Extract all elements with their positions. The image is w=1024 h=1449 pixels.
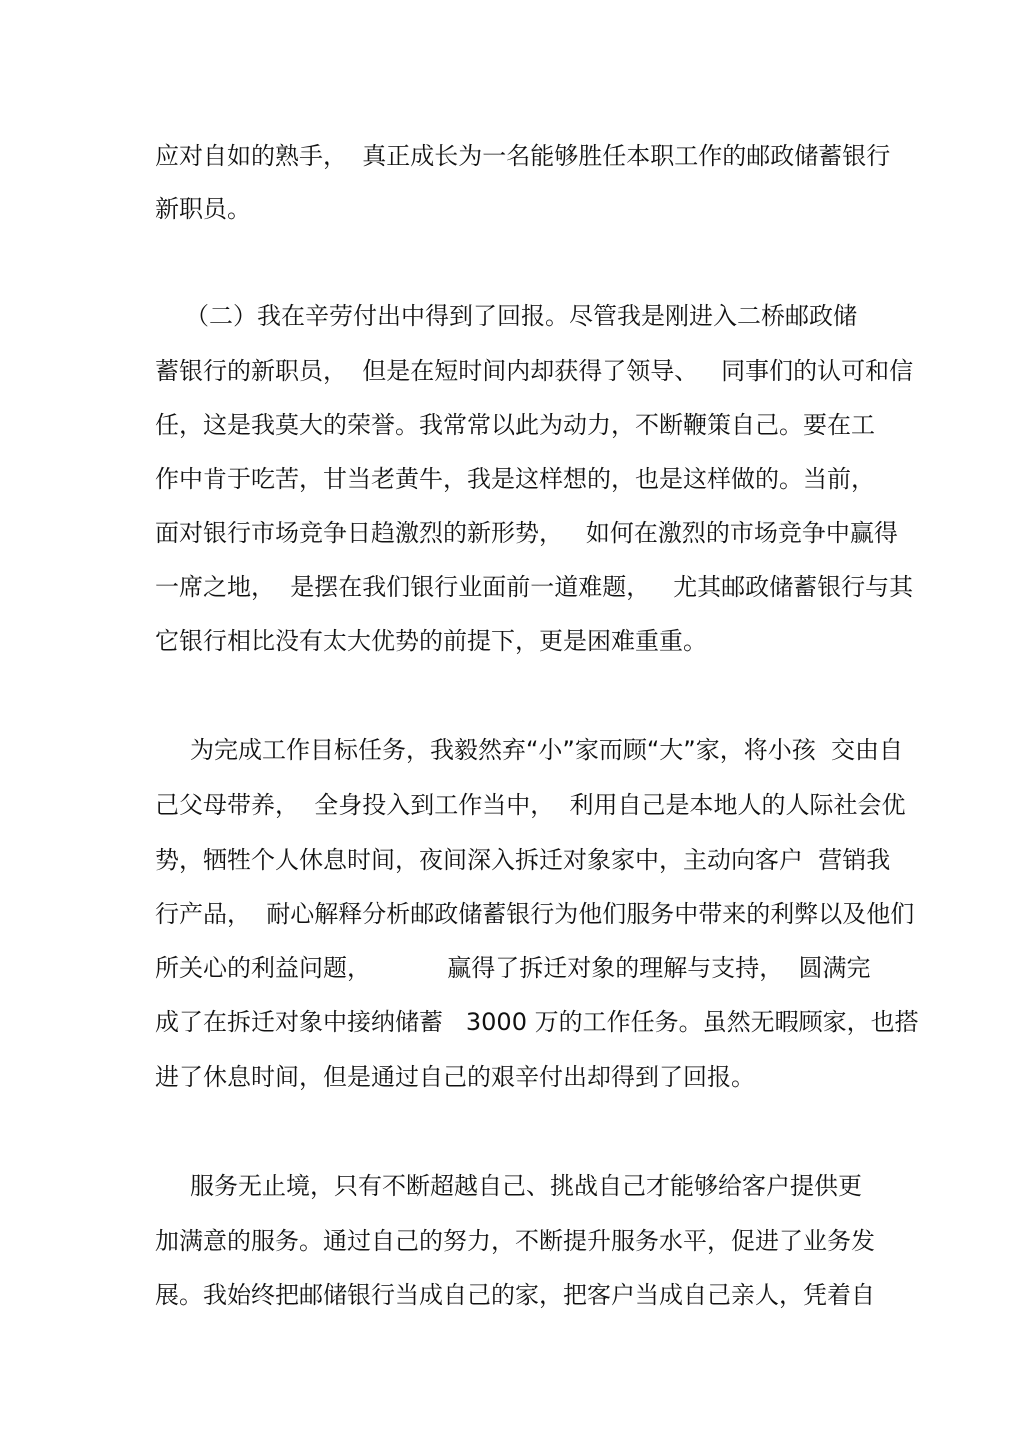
- text-line-16: 进了休息时间，但是通过自己的艰辛付出却得到了回报。: [155, 1063, 755, 1091]
- text-line-4: 蓄银行的新职员， 但是在短时间内却获得了领导、 同事们的认可和信: [155, 357, 914, 385]
- text-line-12: 势，牺牲个人休息时间，夜间深入拆迁对象家中，主动向客户 营销我: [155, 846, 891, 874]
- text-line-1: 应对自如的熟手， 真正成长为一名能够胜任本职工作的邮政储蓄银行: [155, 142, 891, 170]
- text-line-11: 己父母带养， 全身投入到工作当中， 利用自己是本地人的人际社会优: [155, 791, 906, 819]
- text-line-14: 所关心的利益问题， 赢得了拆迁对象的理解与支持， 圆满完: [155, 954, 871, 982]
- text-line-8: 一席之地， 是摆在我们银行业面前一道难题， 尤其邮政储蓄银行与其: [155, 573, 914, 601]
- text-line-6: 作中肯于吃苦，甘当老黄牛，我是这样想的，也是这样做的。当前，: [155, 465, 875, 493]
- text-line-19: 展。我始终把邮储银行当成自己的家，把客户当成自己亲人，凭着自: [155, 1281, 875, 1309]
- text-line-10: 为完成工作目标任务，我毅然弃“小”家而顾“大”家，将小孩 交由自: [190, 736, 903, 764]
- text-line-7: 面对银行市场竞争日趋激烈的新形势， 如何在激烈的市场竞争中赢得: [155, 519, 898, 547]
- text-line-13: 行产品， 耐心解释分析邮政储蓄银行为他们服务中带来的利弊以及他们: [155, 900, 915, 928]
- text-line-18: 加满意的服务。通过自己的努力，不断提升服务水平，促进了业务发: [155, 1227, 875, 1255]
- text-line-5: 任，这是我莫大的荣誉。我常常以此为动力，不断鞭策自己。要在工: [155, 411, 875, 439]
- text-line-9: 它银行相比没有太大优势的前提下，更是困难重重。: [155, 627, 707, 655]
- text-line-17: 服务无止境，只有不断超越自己、挑战自己才能够给客户提供更: [190, 1172, 862, 1200]
- text-line-15: 成了在拆迁对象中接纳储蓄 3000 万的工作任务。虽然无暇顾家，也搭: [155, 1008, 919, 1036]
- text-line-3: （二）我在辛劳付出中得到了回报。尽管我是刚进入二桥邮政储: [185, 302, 857, 330]
- text-line-2: 新职员。: [155, 195, 251, 223]
